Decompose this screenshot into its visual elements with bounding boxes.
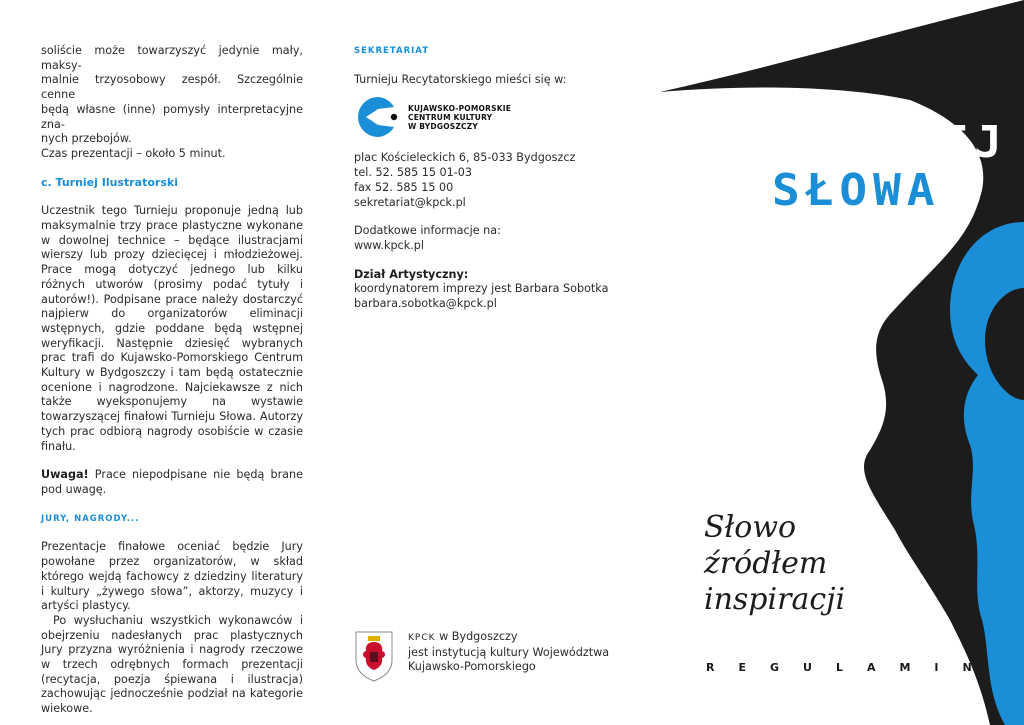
cover-title bbox=[772, 118, 1008, 214]
text-line: będą własne (inne) pomysły interpretacyjne zna- bbox=[41, 102, 303, 131]
kpck-logo-text bbox=[408, 104, 511, 131]
footer bbox=[354, 630, 609, 682]
jury-heading: JURY, NAGRODY... bbox=[41, 513, 140, 524]
motto bbox=[704, 510, 864, 618]
document-type-label: REGULAMIN bbox=[706, 661, 996, 674]
footer-text bbox=[408, 630, 609, 682]
right-column bbox=[354, 44, 616, 312]
logo-text-line: W BYDGOSZCZY bbox=[408, 121, 478, 131]
fax: fax 52. 585 15 00 bbox=[354, 180, 454, 194]
website-link[interactable]: www.kpck.pl bbox=[354, 238, 424, 252]
paragraph-awards: Po wysłuchaniu wszystkich wykonawców i obejrzeniu nadesłanych prac plastycznych Jury przyzna wyróżnienia i nagrody rzeczowe w trzech odrębnych formach prezentacji (recytacja, poezja śpiewana i ilustracja) zachowując jednocześnie podział na kategorie wiekowe. bbox=[41, 613, 303, 716]
kpck-abbr: KPCK bbox=[408, 633, 436, 643]
footer-line-rest: w Bydgoszczy bbox=[435, 630, 518, 643]
address: plac Kościeleckich 6, 85-033 Bydgoszcz bbox=[354, 151, 576, 165]
secretariat-heading: SEKRETARIAT bbox=[354, 46, 430, 56]
paragraph-recital bbox=[41, 44, 303, 162]
warning-label: Uwaga! bbox=[41, 468, 89, 482]
paragraph-jury: Prezentacje finałowe oceniać będzie Jury powołane przez organizatorów, w skład którego wejdą fachowcy z dziedziny literatury i kultury „żywego słowa”, aktorzy, muzycy i artyści plastycy. bbox=[41, 540, 303, 613]
telephone: tel. 52. 585 15 01-03 bbox=[354, 166, 473, 180]
paragraph-illustrators: Uczestnik tego Turnieju proponuje jedną lub maksymalnie trzy prace plastyczne wykonane w dowolnej technice – będące ilustracjami wierszy lub prozy dziecięcej i młodzieżowej. Prace mogą dotyczyć jednego lub kilku różnych utworów (prosimy podać tytuły i autorów!). Podpisane prace należy dostarczyć najpierw do organizatorów eliminacji wstępnych, gdzie poddane będą wstępnej weryfikacji. Następnie dziesięć wybranych prac trafi do Kujawsko-Pomorskiego Centrum Kultury w Bydgoszczy i tam będą ostatecznie ocenione i nagrodzone. Najciekawsze z nich także wyeksponujemy na wystawie towarzyszącej finałowi Turnieju Słowa. Autorzy tych prac odbiorą nagrody osobiście w czasie finału. bbox=[41, 204, 303, 453]
text-line: nych przebojów. bbox=[41, 132, 132, 146]
warning-paragraph bbox=[41, 468, 303, 497]
kpck-logo-icon bbox=[354, 95, 402, 139]
info-label: Dodatkowe informacje na: bbox=[354, 224, 501, 238]
art-department-label: Dział Artystyczny: bbox=[354, 267, 469, 281]
presentation-time: Czas prezentacji – około 5 minut. bbox=[41, 146, 226, 160]
secretariat-intro: Turnieju Recytatorskiego mieści się w: bbox=[354, 72, 567, 86]
secretariat-email-link[interactable]: sekretariat@kpck.pl bbox=[354, 195, 466, 209]
warning-text: Prace niepodpisane nie będą brane pod uwagę. bbox=[41, 468, 303, 496]
title-line-1: TURNIEJ bbox=[772, 116, 1008, 168]
text-line: malnie trzyosobowy zespół. Szczególnie cenne bbox=[41, 73, 303, 102]
coordinator-email-link[interactable]: barbara.sobotka@kpck.pl bbox=[354, 297, 497, 311]
text-line: soliście może towarzyszyć jedynie mały, maksy- bbox=[41, 44, 303, 72]
kpck-logo bbox=[354, 95, 616, 139]
footer-line bbox=[408, 630, 609, 646]
left-column bbox=[41, 44, 303, 717]
section-title-illustrators: c. Turniej Ilustratorski bbox=[41, 175, 178, 189]
logo-text-line: CENTRUM KULTURY bbox=[408, 112, 493, 122]
footer-line: Kujawsko-Pomorskiego bbox=[408, 660, 536, 673]
motto-line: inspiracji bbox=[704, 582, 846, 617]
motto-line: Słowo bbox=[704, 510, 797, 545]
footer-line: jest instytucją kultury Województwa bbox=[408, 645, 610, 659]
coordinator-text: koordynatorem imprezy jest Barbara Sobotka bbox=[354, 282, 609, 296]
title-line-2: SŁOWA bbox=[772, 164, 941, 216]
logo-text-line: KUJAWSKO-POMORSKIE bbox=[408, 103, 512, 113]
coat-of-arms-icon bbox=[354, 630, 394, 682]
motto-line: źródłem bbox=[704, 546, 828, 581]
